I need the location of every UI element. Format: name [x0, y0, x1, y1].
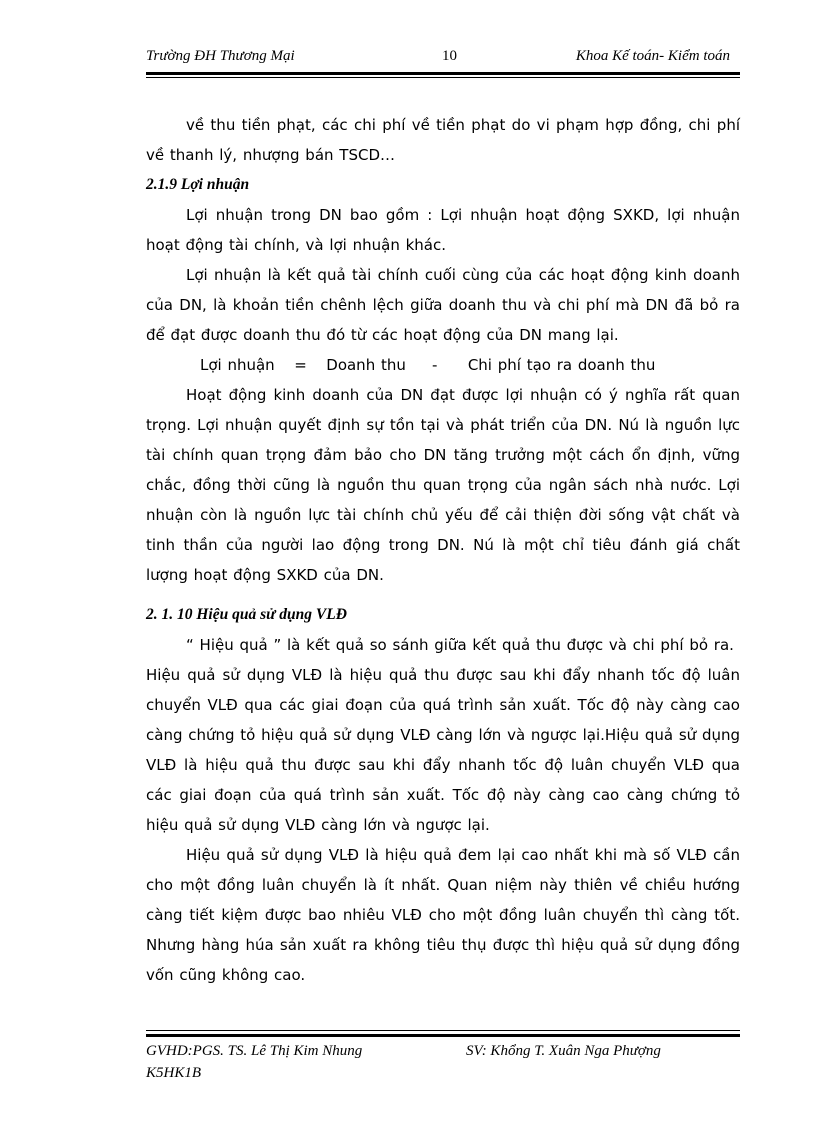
header-rule-thin [146, 77, 740, 78]
page-number: 10 [442, 48, 457, 64]
section-heading-profit: 2.1.9 Lợi nhuận [146, 176, 250, 193]
efficiency-paragraph-1: “ Hiệu quả ” là kết quả so sánh giữa kết quả thu được và chi phí bỏ ra. [186, 636, 734, 654]
section-heading-efficiency: 2. 1. 10 Hiệu quả sử dụng VLĐ [146, 606, 347, 623]
header-faculty: Khoa Kế toán- Kiểm toán [575, 48, 730, 64]
footer-rule-thick [146, 1034, 740, 1037]
footer-supervisor: GVHD:PGS. TS. Lê Thị Kim Nhung [146, 1043, 363, 1059]
profit-paragraph-3: Hoạt động kinh doanh của DN đạt được lợi nhuận có ý nghĩa rất quan trọng. Lợi nhuận quyết định sự tồn tại và phát triển của DN. Nú là nguồn lực tài chính quan trọng đảm bảo cho DN tăng trưởng một cách ổn định, vững chắc, đồng thời cũng là nguồn thu quan trọng của ngân sách nhà nước. Lợi nhuận còn là nguồn lực tài chính chủ yếu để cải thiện đời sống vật chất và tinh thần của người lao động trong DN. Nú là một chỉ tiêu đánh giá chất lượng hoạt động SXKD của DN. [146, 386, 740, 584]
profit-formula [146, 350, 740, 380]
profit-paragraph-1: Lợi nhuận trong DN bao gồm : Lợi nhuận hoạt động SXKD, lợi nhuận hoạt động tài chính, và lợi nhuận khác. [146, 206, 740, 254]
formula-cost: Chi phí tạo ra doanh thu [467, 356, 656, 374]
efficiency-paragraph-2: Hiệu quả sử dụng VLĐ là hiệu quả thu được sau khi đẩy nhanh tốc độ luân chuyển VLĐ qua các giai đoạn của quá trình sản xuất. Tốc độ này càng cao càng chứng tỏ hiệu quả sử dụng VLĐ càng lớn và ngược lại.Hiệu quả sử dụng VLĐ là hiệu quả thu được sau khi đẩy nhanh tốc độ luân chuyển VLĐ qua các giai đoạn của quá trình sản xuất. Tốc độ này càng cao càng chứng tỏ hiệu quả sử dụng VLĐ càng lớn và ngược lại. [146, 666, 741, 834]
header-school: Trường ĐH Thương Mại [146, 48, 295, 64]
document-body [146, 110, 740, 990]
intro-paragraph: về thu tiền phạt, các chi phí về tiền phạt do vi phạm hợp đồng, chi phí về thanh lý, nhượng bán TSCD… [146, 116, 740, 164]
formula-equals: = [294, 356, 307, 374]
footer-rule-thin [146, 1030, 740, 1031]
efficiency-paragraph-3: Hiệu quả sử dụng VLĐ là hiệu quả đem lại cao nhất khi mà số VLĐ cần cho một đồng luân chuyển là ít nhất. Quan niệm này thiên về chiều hướng càng tiết kiệm được bao nhiêu VLĐ cho một đồng luân chuyển thì càng tốt. Nhưng hàng húa sản xuất ra không tiêu thụ được thì hiệu quả sử dụng đồng vốn cũng không cao. [146, 846, 740, 984]
formula-revenue: Doanh thu [326, 356, 406, 374]
footer-student: SV: Khổng T. Xuân Nga Phượng [466, 1043, 661, 1059]
profit-paragraph-2: Lợi nhuận là kết quả tài chính cuối cùng của các hoạt động kinh doanh của DN, là khoản tiền chênh lệch giữa doanh thu và chi phí mà DN đã bỏ ra để đạt được doanh thu đó từ các hoạt động của DN mang lại. [146, 266, 740, 344]
formula-minus: - [432, 356, 438, 374]
formula-lhs: Lợi nhuận [200, 356, 275, 374]
page-header [146, 48, 740, 72]
header-rule-thick [146, 72, 740, 75]
footer-class: K5HK1B [146, 1065, 202, 1081]
